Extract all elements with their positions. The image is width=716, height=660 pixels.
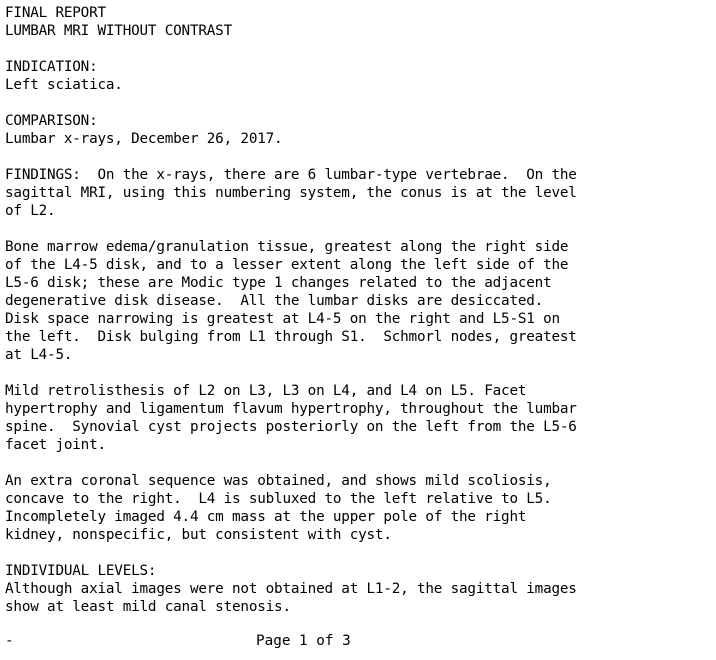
retrolisthesis-line: hypertrophy and ligamentum flavum hypertrophy, throughout the lumbar	[5, 401, 577, 417]
individual-levels-heading: INDIVIDUAL LEVELS:	[5, 563, 157, 579]
spacer	[5, 148, 711, 166]
findings-line: FINDINGS: On the x-rays, there are 6 lumbar-type vertebrae. On the	[5, 167, 577, 183]
individual-levels-line: show at least mild canal stenosis.	[5, 599, 291, 615]
individual-levels-line: Although axial images were not obtained at L1-2, the sagittal images	[5, 581, 577, 597]
coronal-line: An extra coronal sequence was obtained, and shows mild scoliosis,	[5, 473, 552, 489]
marrow-line: L5-6 disk; these are Modic type 1 changes related to the adjacent	[5, 275, 552, 291]
coronal-line: kidney, nonspecific, but consistent with cyst.	[5, 527, 392, 543]
spacer	[5, 220, 711, 238]
retrolisthesis-line: Mild retrolisthesis of L2 on L3, L3 on L4, and L4 on L5. Facet	[5, 383, 527, 399]
coronal-line: Incompletely imaged 4.4 cm mass at the upper pole of the right	[5, 509, 527, 525]
marrow-line: of the L4-5 disk, and to a lesser extent along the left side of the	[5, 257, 569, 273]
coronal-line: concave to the right. L4 is subluxed to the left relative to L5.	[5, 491, 552, 507]
footer-dash: -	[5, 633, 14, 649]
marrow-line: Bone marrow edema/granulation tissue, greatest along the right side	[5, 239, 569, 255]
spacer	[5, 454, 711, 472]
spacer	[5, 94, 711, 112]
spacer	[5, 40, 711, 58]
report-title: FINAL REPORT	[5, 5, 106, 21]
report-page	[5, 4, 711, 616]
marrow-line: degenerative disk disease. All the lumbar disks are desiccated.	[5, 293, 544, 309]
exam-title: LUMBAR MRI WITHOUT CONTRAST	[5, 23, 233, 39]
comparison-text: Lumbar x-rays, December 26, 2017.	[5, 131, 283, 147]
indication-heading: INDICATION:	[5, 59, 98, 75]
findings-line: of L2.	[5, 203, 56, 219]
marrow-line: Disk space narrowing is greatest at L4-5 on the right and L5-S1 on	[5, 311, 560, 327]
findings-line: sagittal MRI, using this numbering system, the conus is at the level	[5, 185, 577, 201]
retrolisthesis-line: spine. Synovial cyst projects posteriorly on the left from the L5-6	[5, 419, 577, 435]
comparison-heading: COMPARISON:	[5, 113, 98, 129]
page-number: Page 1 of 3	[256, 633, 351, 649]
marrow-line: at L4-5.	[5, 347, 73, 363]
retrolisthesis-line: facet joint.	[5, 437, 106, 453]
spacer	[5, 364, 711, 382]
indication-text: Left sciatica.	[5, 77, 123, 93]
marrow-line: the left. Disk bulging from L1 through S1. Schmorl nodes, greatest	[5, 329, 577, 345]
spacer	[5, 544, 711, 562]
